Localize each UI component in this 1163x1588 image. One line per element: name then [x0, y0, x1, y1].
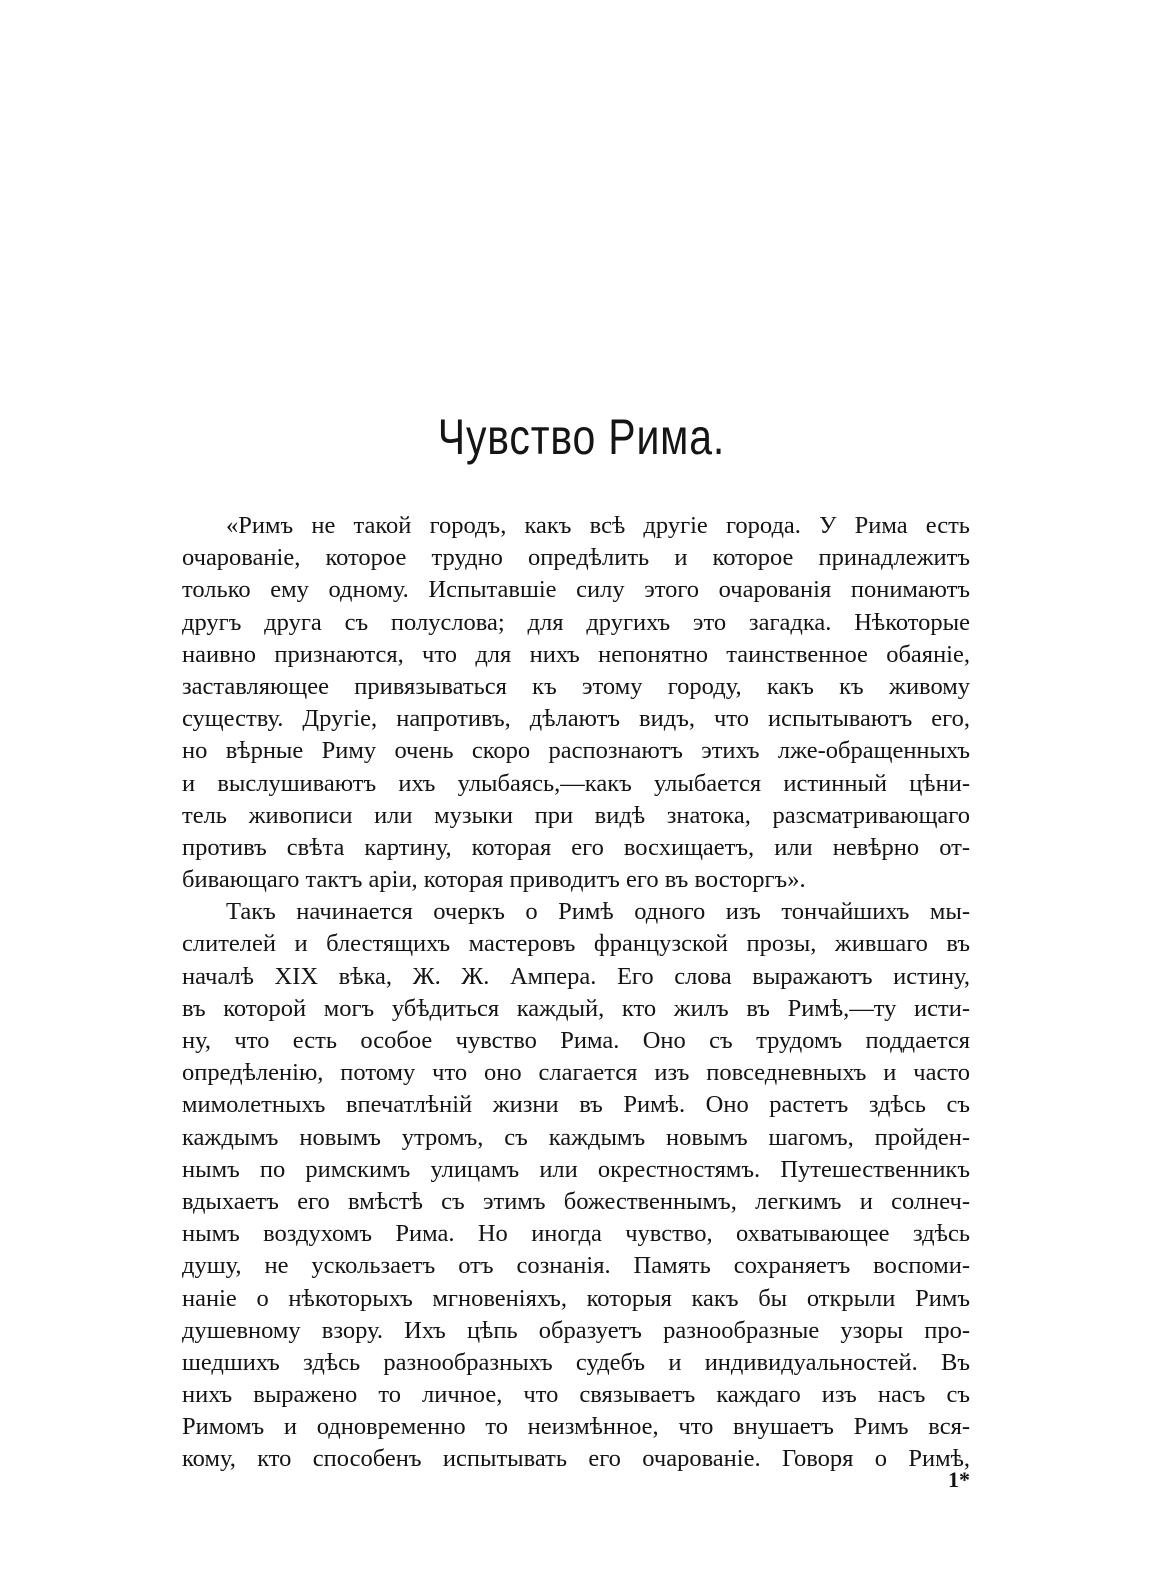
text-line: только ему одному. Испытавшіе силу этого очарованія понимаютъ	[182, 576, 970, 604]
text-line: вдыхаетъ его вмѣстѣ съ этимъ божественнымъ, легкимъ и солнеч-	[182, 1187, 970, 1215]
text-line: заставляющее привязываться къ этому городу, какъ къ живому	[182, 672, 970, 700]
text-line: шедшихъ здѣсь разнообразныхъ судебъ и индивидуальностей. Въ	[182, 1348, 970, 1376]
text-line: слителей и блестящихъ мастеровъ французской прозы, жившаго въ	[182, 930, 970, 958]
body-text	[182, 510, 970, 1476]
text-line: и выслушиваютъ ихъ улыбаясь,—какъ улыбается истинный цѣни-	[182, 769, 970, 797]
text-line: ну, что есть особое чувство Рима. Оно съ трудомъ поддается	[182, 1027, 970, 1054]
text-line: очарованіе, которое трудно опредѣлить и которое принадлежитъ	[182, 544, 970, 572]
page-number: 1*	[948, 1467, 970, 1492]
text-line: наивно признаются, что для нихъ непонятно таинственное обаяніе,	[182, 640, 970, 668]
text-line: существу. Другіе, напротивъ, дѣлаютъ видъ, что испытываютъ его,	[182, 705, 970, 733]
text-line: душу, не ускользаетъ отъ сознанія. Память сохраняетъ воспоми-	[182, 1252, 970, 1280]
text-line: кому, кто способенъ испытывать его очарованіе. Говоря о Римѣ,	[182, 1445, 970, 1473]
text-line: противъ свѣта картину, которая его восхищаетъ, или невѣрно от-	[182, 833, 970, 861]
text-line: нымъ по римскимъ улицамъ или окрестностямъ. Путешественникъ	[182, 1155, 970, 1183]
text-line: но вѣрные Риму очень скоро распознаютъ этихъ лже-обращенныхъ	[182, 737, 970, 765]
text-line: нымъ воздухомъ Рима. Но иногда чувство, охватывающее здѣсь	[182, 1220, 970, 1248]
text-line: тель живописи или музыки при видѣ знатока, разсматривающаго	[182, 801, 970, 829]
text-line: другъ друга съ полуслова; для другихъ это загадка. Нѣкоторые	[182, 608, 970, 636]
chapter-title: Чувство Рима.	[437, 409, 726, 465]
text-line: каждымъ новымъ утромъ, съ каждымъ новымъ шагомъ, пройден-	[182, 1123, 970, 1151]
text-line: началѣ XIX вѣка, Ж. Ж. Ампера. Его слова выражаютъ истину,	[182, 962, 970, 990]
text-line: мимолетныхъ впечатлѣній жизни въ Римѣ. Оно растетъ здѣсь съ	[182, 1091, 970, 1119]
text-line: опредѣленію, потому что оно слагается изъ повседневныхъ и часто	[182, 1059, 970, 1087]
text-line: бивающаго тактъ аріи, которая приводитъ его въ восторгъ».	[182, 866, 806, 894]
text-line: душевному взору. Ихъ цѣпь образуетъ разнообразные узоры про-	[182, 1316, 970, 1344]
text-line: въ которой могъ убѣдиться каждый, кто жилъ въ Римѣ,—ту исти-	[182, 994, 970, 1022]
text-line: Такъ начинается очеркъ о Римѣ одного изъ тончайшихъ мы-	[226, 898, 970, 926]
text-line: «Римъ не такой городъ, какъ всѣ другіе города. У Рима есть	[226, 512, 970, 539]
text-line: наніе о нѣкоторыхъ мгновеніяхъ, которыя какъ бы открыли Римъ	[182, 1284, 970, 1312]
text-line: нихъ выражено то личное, что связываетъ каждаго изъ насъ съ	[182, 1381, 970, 1409]
text-line: Римомъ и одновременно то неизмѣнное, что внушаетъ Римъ вся-	[182, 1413, 970, 1441]
